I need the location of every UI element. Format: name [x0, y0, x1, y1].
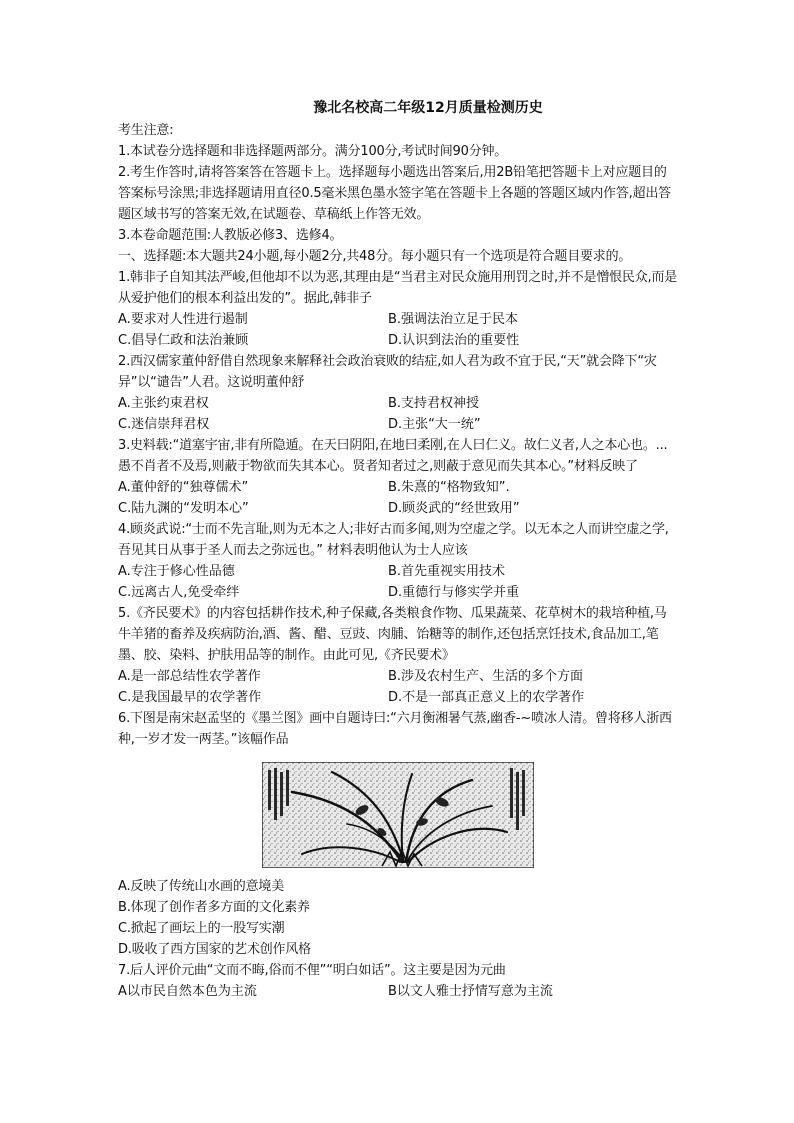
question-2-options-row-1: [118, 393, 678, 414]
question-5-options-row-1: [118, 666, 678, 687]
question-3-options-row-1: [118, 477, 678, 498]
question-5-options-row-2: [118, 687, 678, 708]
option-a[interactable]: A.董仲舒的“独尊儒术”: [118, 480, 249, 495]
option-c[interactable]: C.远离古人,免受牵绊: [118, 585, 240, 600]
question-3-options-row-2: [118, 498, 678, 519]
option-a[interactable]: A.要求对人性进行遏制: [118, 312, 248, 327]
option-a[interactable]: A.主张约束君权: [118, 396, 209, 411]
question-3-stem: 3.史料载:“道塞宇宙,非有所隐遁。在天曰阴阳,在地曰柔刚,在人曰仁义。故仁义者,人之本心也。...愚不肖者不及焉,则蔽于物欲而失其本心。贤者知者过之,则蔽于意见而失其本心。”材料反映了: [118, 438, 668, 474]
exam-content: [118, 98, 678, 1002]
page-title: 豫北名校高二年级12月质量检测历史: [313, 100, 543, 116]
option-c[interactable]: C.倡导仁政和法治兼顾: [118, 333, 249, 348]
question-4-stem: 4.顾炎武说:“士而不先言耻,则为无本之人;非好古而多闻,则为空虚之学。以无本之人而讲空虚之学,吾见其日从事于圣人而去之弥远也。” 材料表明他认为士人应该: [118, 522, 669, 558]
orchid-painting-image: [262, 762, 534, 868]
notice-heading: 考生注意:: [118, 123, 174, 138]
question-6-option-c[interactable]: C.掀起了画坛上的一股写实潮: [118, 921, 285, 936]
option-c[interactable]: C.迷信崇拜君权: [118, 417, 210, 432]
option-d[interactable]: D.顾炎武的“经世致用”: [388, 501, 520, 516]
orchid-painting-figure: [118, 762, 678, 868]
option-d[interactable]: D.认识到法治的重要性: [388, 333, 520, 348]
option-b[interactable]: B.朱熹的“格物致知”.: [388, 480, 510, 495]
question-7-stem: 7.后人评价元曲“文而不晦,俗而不俚”“明白如话”。这主要是因为元曲: [118, 963, 506, 978]
question-6-option-a[interactable]: A.反映了传统山水画的意境美: [118, 879, 284, 894]
question-4-options-row-1: [118, 561, 678, 582]
section-heading: 一、选择题:本大题共24小题,每小题2分,共48分。每小题只有一个选项是符合题目要求的。: [118, 249, 632, 264]
option-b[interactable]: B.支持君权神授: [388, 396, 480, 411]
option-a[interactable]: A.是一部总结性农学著作: [118, 669, 261, 684]
option-c[interactable]: C.陆九渊的“发明本心”: [118, 501, 249, 516]
notice-item-2: 2.考生作答时,请将答案答在答题卡上。选择题每小题选出答案后,用2B铅笔把答题卡上对应题目的答案标号涂黑;非选择题请用直径0.5毫米黑色墨水签字笔在答题卡上各题的答题区域内作答,超出答题区域书写的答案无效,在试题卷、草稿纸上作答无效。: [118, 165, 671, 222]
question-6-option-d[interactable]: D.吸收了西方国家的艺术创作风格: [118, 942, 311, 957]
question-1-stem: 1.韩非子自知其法严峻,但他却不以为恶,其理由是“当君主对民众施用刑罚之时,并不是憎恨民众,而是从爱护他们的根本利益出发的”。据此,韩非子: [118, 270, 678, 306]
question-1-options-row-2: [118, 330, 678, 351]
question-6-stem: 6.下图是南宋赵孟坚的《墨兰图》画中自题诗曰:“六月衡湘暑气蒸,幽香-~喷冰人清。曾将移人浙西种,一岁才发一两茎。”该幅作品: [118, 711, 672, 747]
option-c[interactable]: C.是我国最早的农学著作: [118, 690, 262, 705]
question-5-stem: 5.《齐民要术》的内容包括耕作技术,种子保藏,各类粮食作物、瓜果蔬菜、花草树木的栽培种植,马牛羊猪的畜养及疾病防治,酒、酱、醋、豆豉、肉脯、饴糖等的制作,还包括烹饪技术,食品加工,笔墨、胶、染料、护肤用品等的制作。由此可见,《齐民要术》: [118, 606, 667, 663]
option-b[interactable]: B.强调法治立足于民本: [388, 312, 519, 327]
notice-item-3: 3.本卷命题范围:人教版必修3、选修4。: [118, 228, 343, 243]
option-d[interactable]: D.重德行与修实学并重: [388, 585, 520, 600]
notice-item-1: 1.本试卷分选择题和非选择题两部分。满分100分,考试时间90分钟。: [118, 144, 508, 159]
option-a[interactable]: A.专注于修心性品德: [118, 564, 235, 579]
option-d[interactable]: D.不是一部真正意义上的农学著作: [388, 690, 585, 705]
question-2-options-row-2: [118, 414, 678, 435]
question-6-option-b[interactable]: B.体现了创作者多方面的文化素养: [118, 900, 310, 915]
option-a[interactable]: A以市民自然本色为主流: [118, 984, 257, 999]
question-4-options-row-2: [118, 582, 678, 603]
option-b[interactable]: B.涉及农村生产、生活的多个方面: [388, 669, 584, 684]
question-7-options-row-1: [118, 981, 678, 1002]
question-2-stem: 2.西汉儒家董仲舒借自然现象来解释社会政治衰败的结症,如人君为政不宜于民,“天”就会降下“灾异”以“谴告”人君。这说明董仲舒: [118, 354, 657, 390]
option-b[interactable]: B.首先重视实用技术: [388, 564, 506, 579]
option-b[interactable]: B以文人雅士抒情写意为主流: [388, 984, 553, 999]
question-1-options-row-1: [118, 309, 678, 330]
option-d[interactable]: D.主张“大一统”: [388, 417, 481, 432]
